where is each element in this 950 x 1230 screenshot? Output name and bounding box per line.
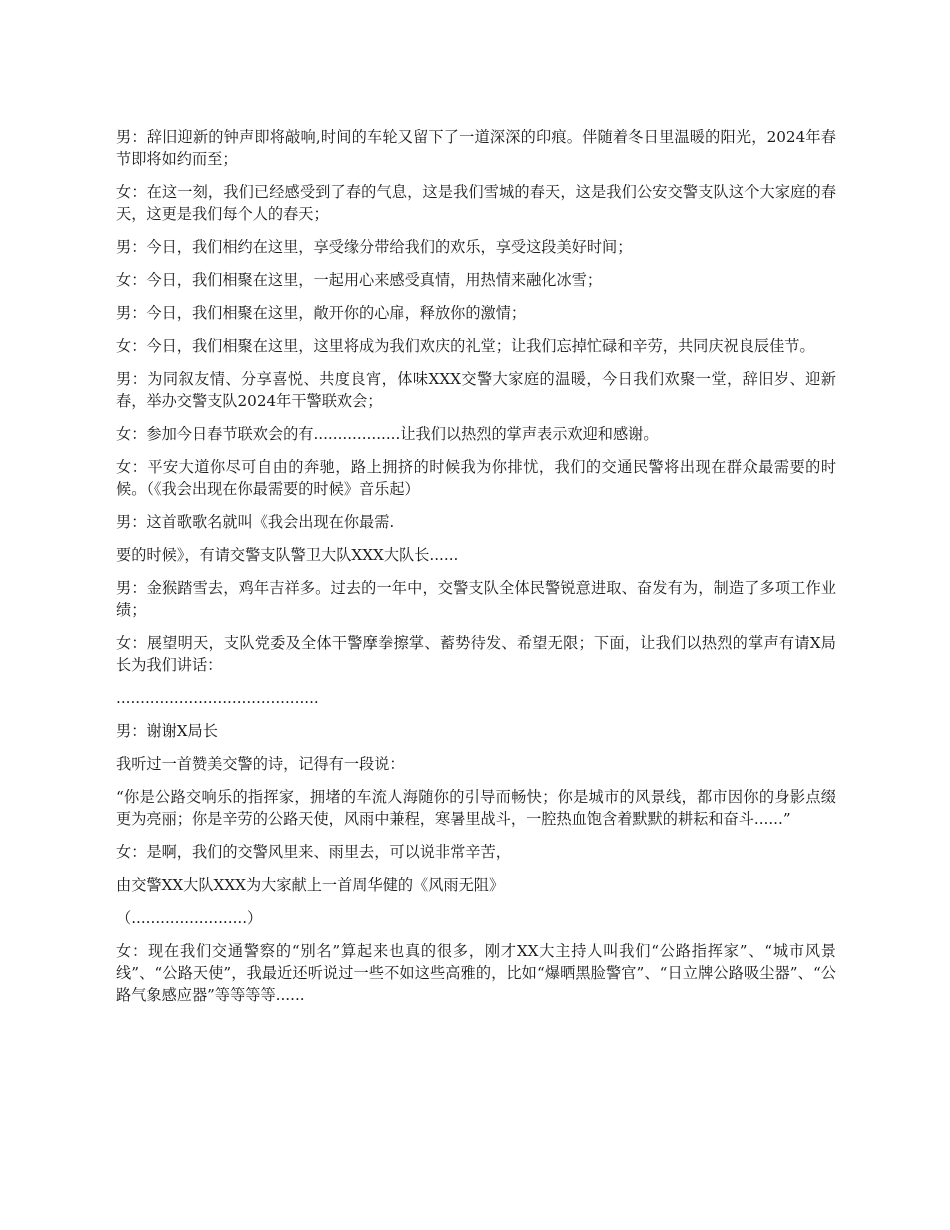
paragraph-11: 要的时候》，有请交警支队警卫大队XXX大队长...... [116, 546, 459, 564]
paragraph-18: 女：是啊，我们的交警风里来、雨里去，可以说非常辛苦， [116, 843, 511, 861]
paragraph-13: 女：展望明天，支队党委及全体干警摩拳擦掌、蓄势待发、希望无限；下面，让我们以热烈的掌声有请X局长为我们讲话： [116, 634, 836, 674]
paragraph-8: 女：参加今日春节联欢会的有..................让我们以热烈的掌声表示欢迎和感谢。 [116, 425, 659, 443]
paragraph-5: 男：今日，我们相聚在这里，敞开你的心扉，释放你的激情； [116, 304, 527, 322]
document-page [116, 126, 836, 1017]
paragraph-12: 男：金猴踏雪去，鸡年吉祥多。过去的一年中，交警支队全体民警锐意进取、奋发有为，制造了多项工作业绩； [116, 579, 836, 619]
paragraph-17: “你是公路交响乐的指挥家，拥堵的车流人海随你的引导而畅快；你是城市的风景线，都市因你的身影点缀更为亮丽；你是辛劳的公路天使，风雨中兼程，寒暑里战斗，一腔热血饱含着默默的耕耘和奋斗......” [116, 788, 836, 828]
paragraph-19: 由交警XX大队XXX为大家献上一首周华健的《风雨无阻》 [116, 876, 505, 894]
paragraph-20: （........................） [116, 909, 263, 927]
paragraph-7: 男：为同叙友情、分享喜悦、共度良宵，体味XXX交警大家庭的温暖，今日我们欢聚一堂，辞旧岁、迎新春，举办交警支队2024年干警联欢会； [116, 370, 836, 410]
paragraph-14: .......................................... [116, 689, 319, 707]
paragraph-9: 女：平安大道你尽可自由的奔驰，路上拥挤的时候我为你排忧，我们的交通民警将出现在群众最需要的时候。（《我会出现在你最需要的时候》音乐起） [116, 458, 836, 498]
paragraph-2: 女：在这一刻，我们已经感受到了春的气息，这是我们雪城的春天，这是我们公安交警支队这个大家庭的春天，这更是我们每个人的春天； [116, 183, 836, 223]
paragraph-10: 男：这首歌歌名就叫《我会出现在你最需. [116, 513, 395, 531]
paragraph-3: 男：今日，我们相约在这里，享受缘分带给我们的欢乐，享受这段美好时间； [116, 238, 633, 256]
paragraph-15: 男：谢谢X局长 [116, 722, 218, 740]
paragraph-6: 女：今日，我们相聚在这里，这里将成为我们欢庆的礼堂；让我们忘掉忙碌和辛劳，共同庆祝良辰佳节。 [116, 337, 815, 355]
paragraph-16: 我听过一首赞美交警的诗，记得有一段说： [116, 755, 405, 773]
paragraph-21: 女：现在我们交通警察的“别名”算起来也真的很多，刚才XX大主持人叫我们“公路指挥家”、“城市风景线”、“公路天使”，我最近还听说过一些不如这些高雅的，比如“爆晒黑脸警官”、“日立牌公路吸尘器”、“公路气象感应器”等等等等...... [116, 942, 836, 1004]
paragraph-4: 女：今日，我们相聚在这里，一起用心来感受真情，用热情来融化冰雪； [116, 271, 602, 289]
paragraph-1: 男：辞旧迎新的钟声即将敲响,时间的车轮又留下了一道深深的印痕。伴随着冬日里温暖的阳光，2024年春节即将如约而至； [116, 128, 836, 168]
